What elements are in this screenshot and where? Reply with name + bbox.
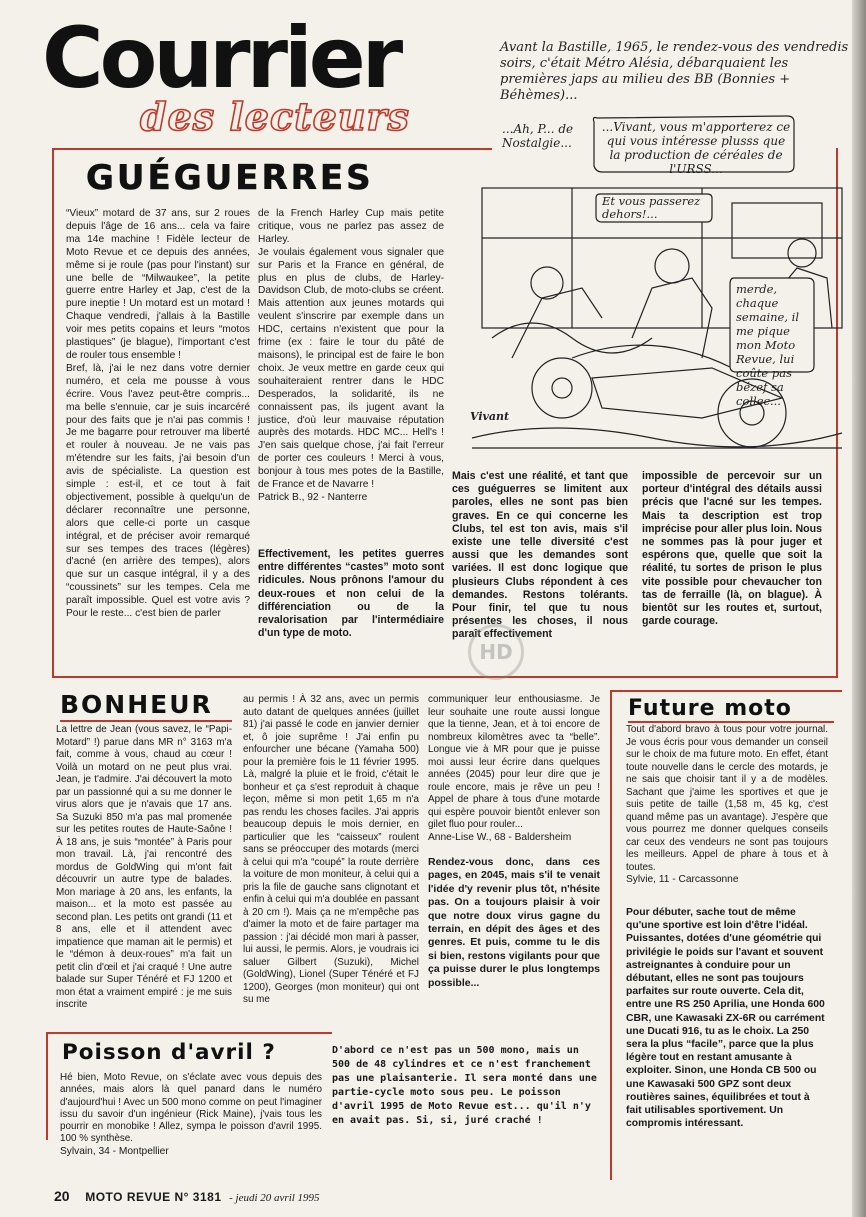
paragraph: communiquer leur enthousiasme. Je leur souhaite une route aussi longue que la tienne, Jean, et à toi encore de nombreux kilomètres avec ta “belle”. Longue vie à MR pour que je puisse moi aussi leur écrire dans quelques années (2045) pour leur dire que je roule encore, mais je rêve un peu ! Appel de phare à tous d'une motarde qui espère pouvoir bientôt enlever son gilet fluo pour rouler... [428,694,600,830]
gueguerres-reply-col3: Mais c'est une réalité, et tant que ces guéguerres se limitent aux paroles, elles ne sont pas bien graves. En ce qui concerne les Clubs, tel est ton avis, mais s'il existe une telle diversité c'est aussi que les demandes sont variées. Il est donc logique que plusieurs Clubs répondent à ces demandes. Restons tolérants. Pour finir, tel que tu nous présentes les choses, il nous paraît effectivement [452,470,628,641]
paragraph: “Vieux” motard de 37 ans, sur 2 roues depuis l'âge de 16 ans... cela va faire ma 14e machine ! Fidèle lecteur de Moto Revue et ce depuis des années, même si je roule (pas pour l'instant) sur une belle de “Milwaukee”, la petite guerre entre Harley et Jap, c'est de la pure ineptie ! Un motard est un motard ! Chaque vendredi, j'allais à la Bastille voir mes petits copains et leurs “motos plastiques” (je blague), l'important c'est de rouler tous ensemble ! [66,208,250,361]
future-moto-reply: Pour débuter, sache tout de même qu'une sportive est loin d'être l'idéal. Puissantes, dotées d'une géométrie qui privilégie le poids sur l'avant et souvent astreignantes à conduire pour un débutant, elles ne sont pas toujours parfaites sur route ouverte. Cela dit, entre une RS 250 Aprilia, une Honda 600 CBR, une Kawasaki ZX-6R ou carrément une Ducati 916, tu as le choix. La 250 sera la plus “facile”, parce que la plus légère tout en restant amusante à exploiter. Sinon, une Honda CB 500 ou une Kawasaki 500 GPZ sont deux routières saines, équilibrées et tout à fait utilisables sportivement. Un compromis intéressant. [626,907,825,1130]
title-rule [60,720,232,722]
gueguerres-reply-col4: impossible de percevoir sur un porteur d'intégral des détails aussi précis que l'acné sur les tempes. Mais ta description est trop imprécise pour aller plus loin. Nous ne sommes pas là pour juger et espérons que, quelle que soit la réalité, tu sortes de prison le plus vite possible pour chevaucher ton tas de ferraille (là, on blague). À bientôt sur les routes et, surtout, garde courage. [642,470,822,628]
magazine-issue: MOTO REVUE N° 3181 [85,1190,222,1204]
gueguerres-letter-col1 [66,208,250,621]
letter-signature: Sylvie, 11 - Carcassonne [626,874,739,885]
letter-signature: Sylvain, 34 - Montpellier [60,1145,169,1157]
future-moto-letter [626,724,828,887]
page-gutter-shadow [852,0,866,1217]
bonheur-letter-col1: La lettre de Jean (vous savez, le “Papi-Motard” !) parue dans MR n° 3163 m'a fait, comme à vous, chaud au cœur ! Voilà un motard on ne peut plus vrai. Jean, je t'admire. J'ai découvert la moto par un passionné qui a su me donner le virus alors que je n'avais que 17 ans. Sa Suzuki 850 m'a pas mal promenée sur les petites routes de Haute-Saône ! À 18 ans, je suis “montée” à Paris pour mon travail. Là, j'ai rencontré des mordus de GoldWing qui m'ont fait découvrir un autre type de balades. Mon mariage à 20 ans, les enfants, la maison... et la moto est passée au second plan. Les petits ont grandi (11 et 8 ans, elle et il attendent avec impatience que maman ait le permis) et le “démon à deux-roues” m'a fait un petit clin d'œil et j'ai craqué ! Une autre balade sur Super Ténéré et FJ 1200 et mon état a vraiment empiré : je me suis inscrite [56,724,232,1010]
cartoon-illustration [452,38,862,468]
bonheur-letter-col3 [428,694,600,844]
bonheur-title: BONHEUR [60,690,213,719]
letter-signature: Anne-Lise W., 68 - Baldersheim [428,831,572,843]
cartoon-bubble-dehors: Et vous passerez dehors!... [602,194,701,221]
paragraph: Bref, là, j'ai le nez dans votre dernier numéro, et cela me pousse à vous écrire. Vous l'avez peut-être compris... ma belle s'ennuie, car je suis incarcéré pour des faits que je n'ai pas commis ! Je me bagarre pour retrouver ma liberté et rouler à nouveau. Je ne vais pas m'étendre sur les faits, j'ai besoin d'un avis de spécialiste. La question est simple : est-il, et ce tout à fait objectivement, possible à quelqu'un de déclarer reconnaître une personne, alors que celle-ci porte un casque intégral, et de préciser avoir remarqué sur ses tempes des traces (légères) d'acné (en arrière des tempes), alors que sur un casque intégral, il y a des “coussinets” sur les tempes. Cela me paraît impossible. Quel est votre avis ? Pour le reste... c'est bien de parler [66,362,250,620]
bonheur-letter-col2: au permis ! À 32 ans, avec un permis auto datant de quelques années (juillet 81) j'ai passé le code en janvier dernier et, ô joie suprême ! J'ai enfin pu enfourcher une bécane (Yamaha 500) pour la première fois le 11 février 1995. Là, malgré la pluie et le froid, c'était le bonheur et ça s'est reproduit à chaque leçon, même si mon petit 1,65 m n'a pas rendu les choses faciles. J'ai appris beaucoup depuis le mois dernier, en particulier que les “caisseux” roulent sans se préoccuper des motards (merci à celui qui m'a “coupé” la route derrière la voiture de mon moniteur, à celui qui a pris la file de gauche sans clignotant et enfin à celui qui m'a doublée en passant à 20 cm !). Mais ça ne m'empêche pas d'aimer la moto et de faire partager ma passion : j'ai décidé mon mari à passer, lui aussi, le permis. Alors, je voudrais ici saluer Gilbert (Suzuki), Michel (GoldWing), Lionel (Super Ténéré et FJ 1200), Georges (mon moniteur) qui ont su me [243,694,419,1005]
paragraph: Hé bien, Moto Revue, on s'éclate avec vous depuis des années, mais alors là quel panard dans le numéro d'aujourd'hui ! Avec un 500 mono comme on peut l'imaginer issu du savoir d'un ingénieur (Rick Maine), j'vais tous les pourrir en monobike ! Allez, sympa le poisson d'avril 1995. 100 % synthèse. [60,1072,322,1145]
title-rule [628,721,834,723]
bonheur-reply: Rendez-vous donc, dans ces pages, en 2045, mais s'il te venait l'idée d'y revenir plus tôt, n'hésite pas. On a toujours plaisir à voir que notre doux virus gagne du terrain, en dépit des âges et des genres. Et puis, comme tu le dis si bien, restons vigilants pour que ça puisse durer le plus longtemps possible... [428,856,600,989]
cartoon-bubble-vivant: ...Vivant, vous m'apporterez ce qui vous intéresse plusss que la production de céréales de l'URSS... [601,120,791,176]
cartoon-caption: Avant la Bastille, 1965, le rendez-vous des vendredis soirs, c'était Métro Alésia, débarquaient les premières japs au milieu des BB (Bonnies + Béhèmes)... [500,40,849,103]
letter-signature: Patrick B., 92 - Nanterre [258,491,368,503]
paragraph: de la French Harley Cup mais petite critique, vous ne parlez pas assez de Harley. [258,208,444,245]
poisson-letter [60,1072,322,1158]
cartoon-bubble-nostalgie: ...Ah, P... de Nostalgie... [502,122,574,150]
poisson-reply: D'abord ce n'est pas un 500 mono, mais un 500 de 48 cylindres et ce n'est franchement pas une plaisanterie. Il sera monté dans une partie-cycle moto sous peu. Le poisson d'avril 1995 de Moto Revue est... qu'il n'y en avait pas. Si, si, juré craché ! [332,1045,597,1126]
gueguerres-letter-col2 [258,208,444,505]
masthead-title: Courrier [42,9,400,107]
paragraph: Je voulais également vous signaler que sur Paris et la France en général, de plus en plus de clubs, de Harley-Davidson Club, de moto-clubs se créent. Mais attention aux jeunes motards qui veulent s'inscrire par exemple dans un HDC, certains n'existent que pour la frime (ex : faire le tour du pâté de maisons), le principal est de faire le bon choix. Je veux mettre en garde ceux qui souhaiteraient rentrer dans le HDC Desperados, la solidarité, ils ne connaissent pas, ils jugent avant la justice, d'où leur mauvaise réputation auprès des motards. HDC MC... Hell's ! J'en sais quelque chose, j'ai fait l'erreur de porter ces couleurs ! Merci à vous, bonjour à tous mes potes de la Bastille, de France et de Navarre ! [258,246,444,491]
poisson-title: Poisson d'avril ? [62,1040,276,1065]
gueguerres-title: GUÉGUERRES [86,158,374,198]
watermark-logo: HD [468,624,524,680]
paragraph: Tout d'abord bravo à tous pour votre journal. Je vous écris pour vous demander un conseil sur le choix de ma future moto. En effet, étant toute nouvelle dans le cercle des motards, je ne sais que choisir tant il y a de modèles. Sachant que j'aime les sportives et que je suis petite de taille (1,58 m, 45 kg, c'est quand même pas un avantage). J'espère que vous pourrez me donner quelques conseils car ceux des vendeurs ne sont pas toujours les meilleurs. Appel de phare à tous et à toutes. [626,724,828,873]
issue-date: - jeudi 20 avril 1995 [229,1192,320,1204]
future-moto-title: Future moto [628,696,792,721]
page-number: 20 [54,1188,70,1204]
masthead-subtitle: des lecteurs [140,94,410,139]
cartoon-signature: Vivant [470,410,510,423]
page-footer [54,1188,320,1204]
cartoon-bubble-merde: merde, chaque semaine, il me pique mon Moto Revue, lui coûte pas bézef sa collec... [736,282,800,408]
gueguerres-reply-col2: Effectivement, les petites guerres entre différentes “castes” moto sont ridicules. Nous prônons l'amour du deux-roues et non celui de la différenciation ou de la revalorisation par l'intermédiaire d'un type de moto. [258,548,444,640]
